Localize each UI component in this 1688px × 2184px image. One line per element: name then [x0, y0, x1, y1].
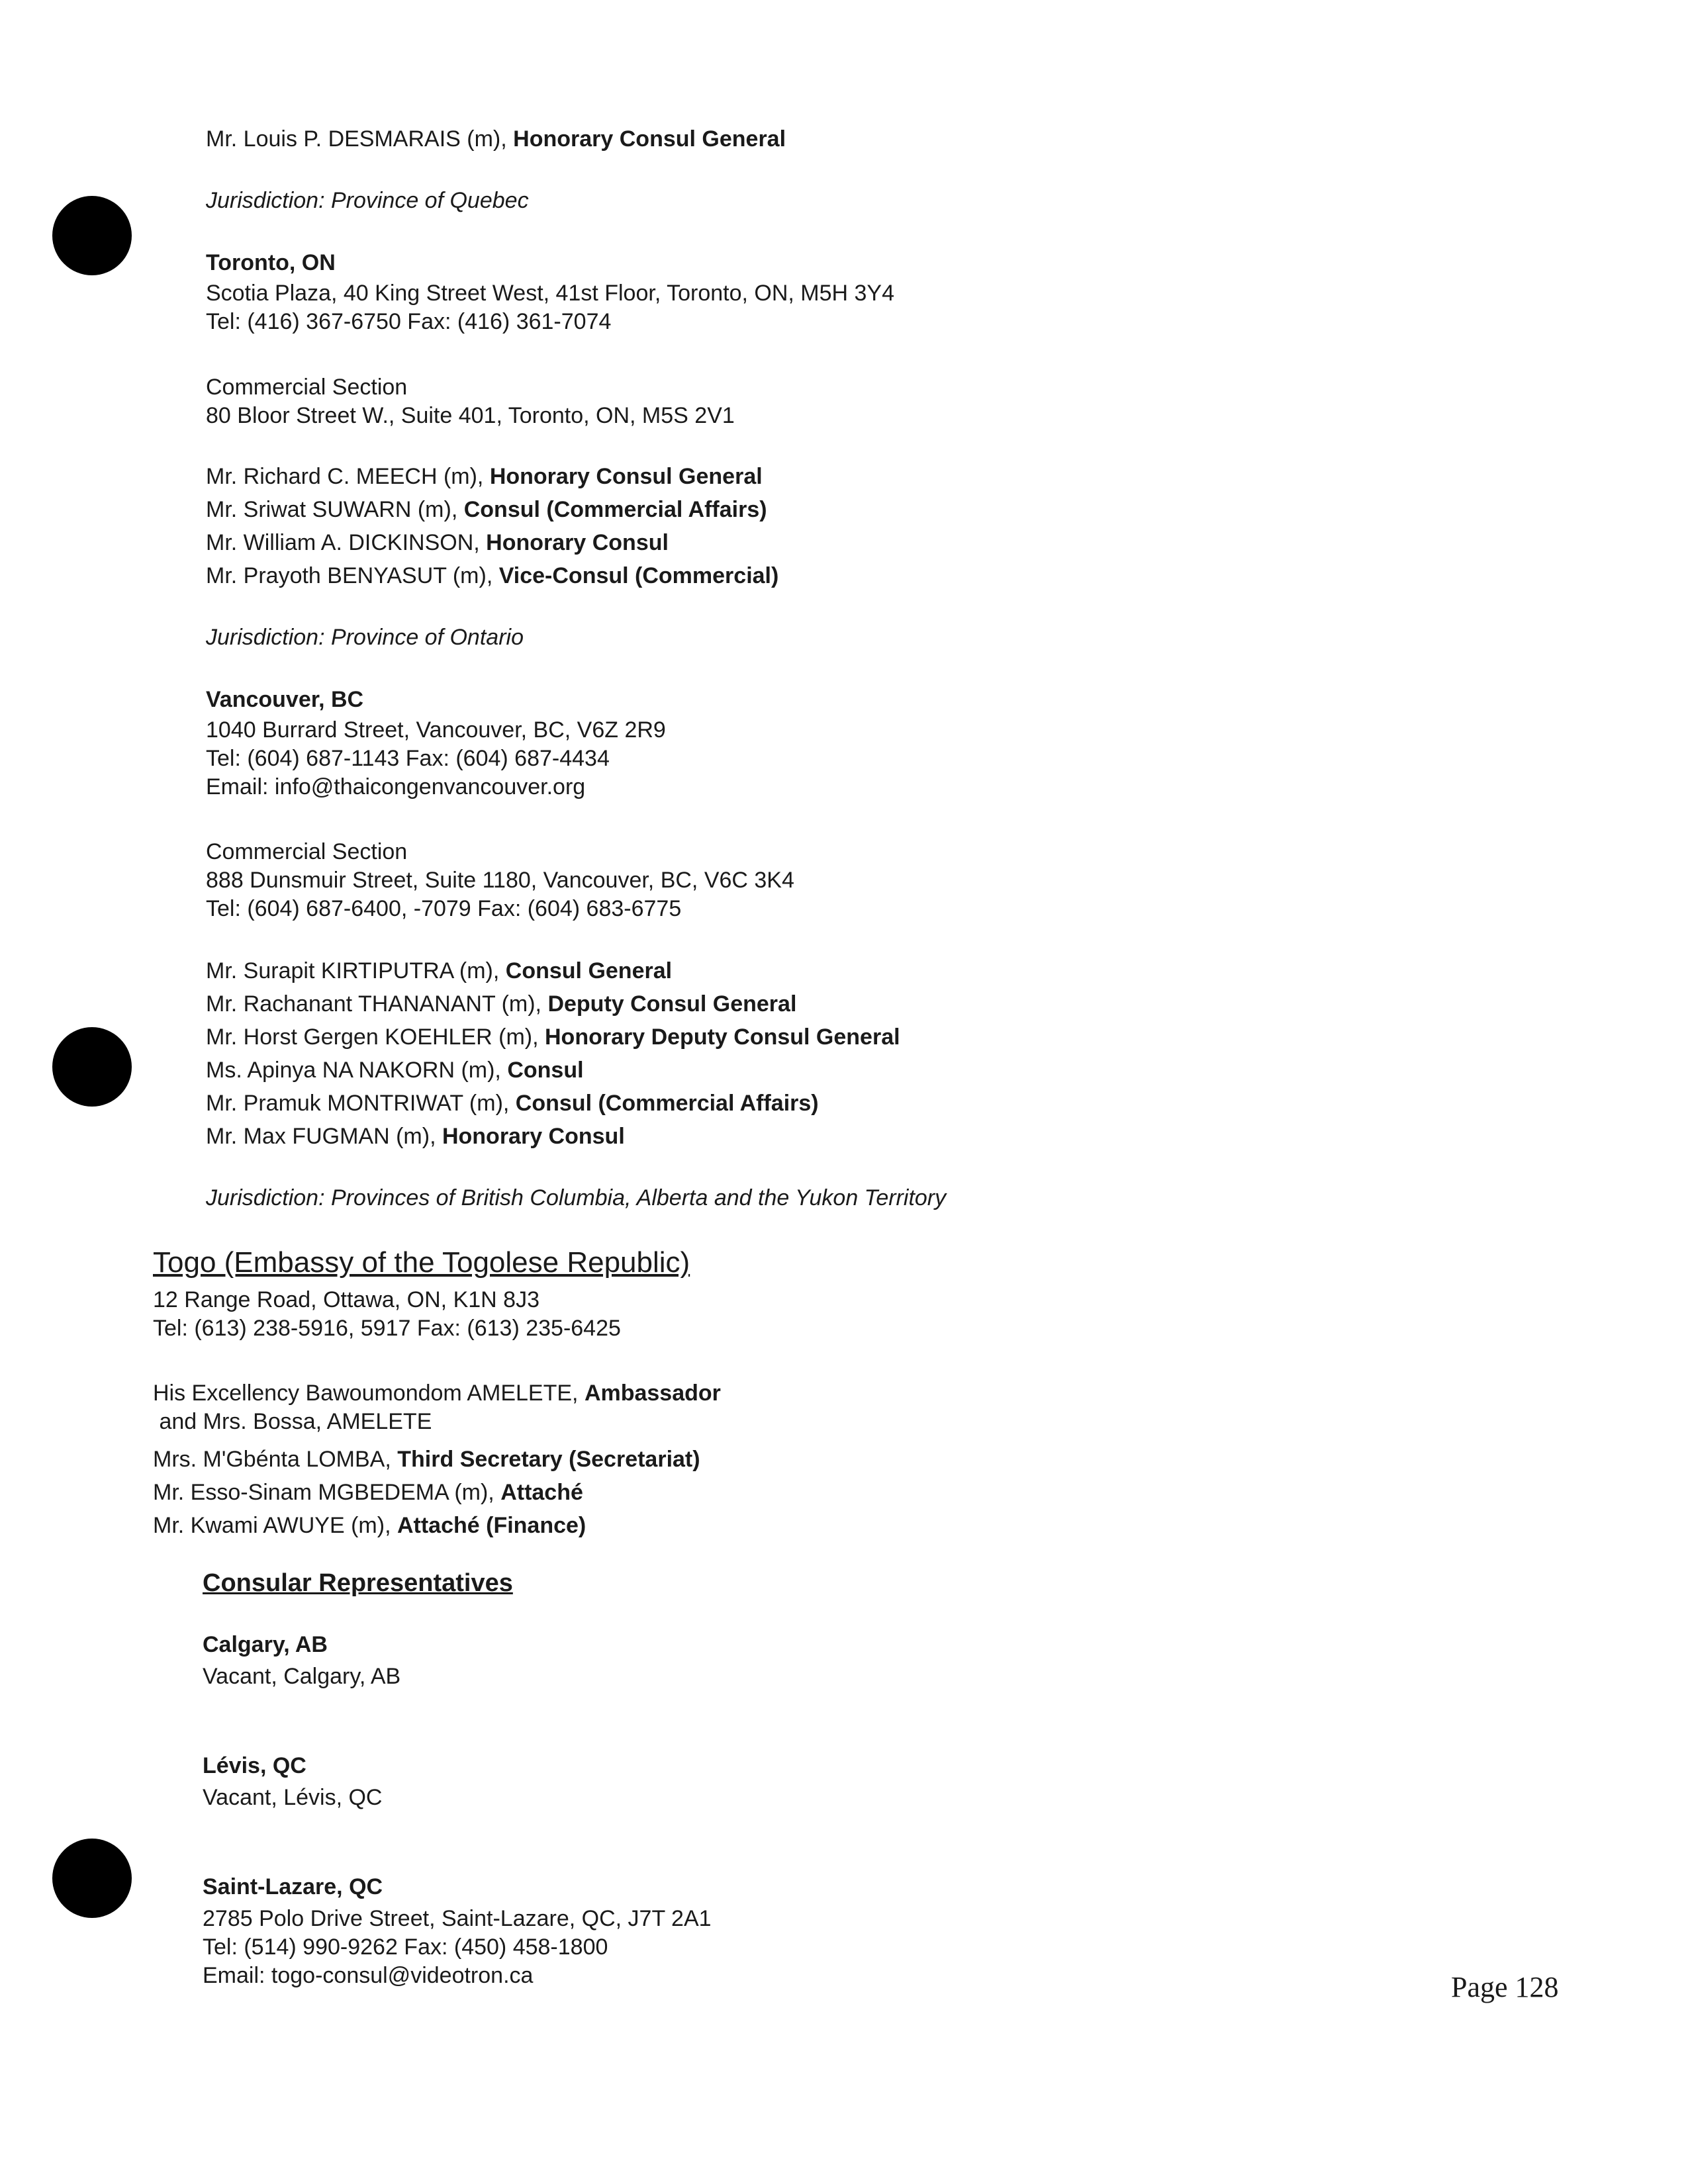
- person-entry: [153, 1479, 583, 1506]
- phone-line: Tel: (416) 367-6750 Fax: (416) 361-7074: [206, 309, 612, 334]
- person-name: Ms. Apinya NA NAKORN (m),: [206, 1058, 508, 1083]
- page-number: Page 128: [1451, 1971, 1559, 2003]
- person-entry: [206, 958, 672, 984]
- address-line: Vacant, Lévis, QC: [203, 1785, 383, 1810]
- jurisdiction-note: Jurisdiction: Provinces of British Columbia, Alberta and the Yukon Territory: [206, 1185, 947, 1210]
- person-entry: [153, 1446, 700, 1473]
- phone-line: Tel: (604) 687-6400, -7079 Fax: (604) 683-6775: [206, 896, 682, 921]
- person-title: Honorary Consul: [442, 1124, 625, 1149]
- person-name: Mrs. M'Gbénta LOMBA,: [153, 1447, 398, 1472]
- person-entry: [206, 1057, 584, 1083]
- punch-hole: [52, 1027, 132, 1107]
- person-title: Attaché (Finance): [397, 1513, 586, 1538]
- person-entry: [153, 1380, 721, 1406]
- city-heading: Vancouver, BC: [206, 687, 364, 712]
- person-title: Vice-Consul (Commercial): [498, 563, 779, 588]
- address-line: 888 Dunsmuir Street, Suite 1180, Vancouver, BC, V6C 3K4: [206, 868, 794, 893]
- jurisdiction-note: Jurisdiction: Province of Ontario: [206, 625, 524, 650]
- phone-line: Tel: (604) 687-1143 Fax: (604) 687-4434: [206, 746, 610, 771]
- address-line: 12 Range Road, Ottawa, ON, K1N 8J3: [153, 1287, 539, 1312]
- person-name: Mr. Prayoth BENYASUT (m),: [206, 563, 499, 588]
- person-title: Consul (Commercial Affairs): [515, 1091, 819, 1116]
- person-entry: [206, 496, 767, 523]
- person-title: Honorary Consul: [486, 530, 669, 555]
- person-title: Ambassador: [584, 1381, 721, 1406]
- person-name: Mr. Sriwat SUWARN (m),: [206, 497, 464, 522]
- address-line: 1040 Burrard Street, Vancouver, BC, V6Z 2R9: [206, 717, 666, 743]
- person-entry: [206, 529, 669, 556]
- person-title: Honorary Deputy Consul General: [545, 1024, 900, 1050]
- city-heading: Lévis, QC: [203, 1753, 306, 1778]
- phone-line: Tel: (613) 238-5916, 5917 Fax: (613) 235-6425: [153, 1316, 621, 1341]
- email-line: Email: info@thaicongenvancouver.org: [206, 774, 586, 799]
- city-heading: Calgary, AB: [203, 1632, 328, 1657]
- person-name: His Excellency Bawoumondom AMELETE,: [153, 1381, 585, 1406]
- person-entry: [206, 126, 786, 152]
- address-line: Scotia Plaza, 40 King Street West, 41st Floor, Toronto, ON, M5H 3Y4: [206, 281, 895, 306]
- person-name: Mr. William A. DICKINSON,: [206, 530, 487, 555]
- person-entry: [206, 463, 763, 490]
- person-name: Mr. Max FUGMAN (m),: [206, 1124, 442, 1149]
- person-entry: [206, 991, 796, 1017]
- person-title: Consul: [507, 1058, 584, 1083]
- person-name: Mr. Surapit KIRTIPUTRA (m),: [206, 958, 506, 983]
- person-entry: [206, 1123, 625, 1150]
- punch-hole: [52, 196, 132, 275]
- person-entry: [206, 1024, 900, 1050]
- person-name: Mr. Richard C. MEECH (m),: [206, 464, 490, 489]
- country-heading: Togo (Embassy of the Togolese Republic): [153, 1246, 690, 1279]
- address-line: 80 Bloor Street W., Suite 401, Toronto, ON, M5S 2V1: [206, 403, 735, 428]
- punch-hole: [52, 1839, 132, 1918]
- jurisdiction-note: Jurisdiction: Province of Quebec: [206, 188, 529, 213]
- person-title: Consul (Commercial Affairs): [463, 497, 767, 522]
- address-line: Vacant, Calgary, AB: [203, 1664, 401, 1689]
- person-name: Mr. Kwami AWUYE (m),: [153, 1513, 397, 1538]
- person-name: Mr. Esso-Sinam MGBEDEMA (m),: [153, 1480, 501, 1505]
- person-title: Honorary Consul General: [489, 464, 763, 489]
- person-title: Attaché: [500, 1480, 583, 1505]
- section-label: Commercial Section: [206, 839, 408, 864]
- person-entry: [153, 1512, 586, 1539]
- phone-line: Tel: (514) 990-9262 Fax: (450) 458-1800: [203, 1934, 608, 1960]
- person-name: Mr. Louis P. DESMARAIS (m),: [206, 126, 514, 152]
- person-title: Deputy Consul General: [547, 991, 797, 1017]
- person-entry: [206, 1090, 819, 1116]
- person-name: Mr. Horst Gergen KOEHLER (m),: [206, 1024, 545, 1050]
- city-heading: Toronto, ON: [206, 250, 336, 275]
- person-title: Third Secretary (Secretariat): [397, 1447, 700, 1472]
- person-entry: [206, 563, 778, 589]
- email-line: Email: togo-consul@videotron.ca: [203, 1963, 534, 1988]
- city-heading: Saint-Lazare, QC: [203, 1874, 383, 1899]
- section-label: Commercial Section: [206, 375, 408, 400]
- person-name: Mr. Pramuk MONTRIWAT (m),: [206, 1091, 516, 1116]
- address-line: 2785 Polo Drive Street, Saint-Lazare, QC, J7T 2A1: [203, 1906, 712, 1931]
- person-name: Mr. Rachanant THANANANT (m),: [206, 991, 548, 1017]
- spouse-line: and Mrs. Bossa, AMELETE: [153, 1409, 432, 1434]
- person-title: Honorary Consul General: [513, 126, 786, 152]
- person-title: Consul General: [505, 958, 673, 983]
- consular-heading: Consular Representatives: [203, 1569, 513, 1597]
